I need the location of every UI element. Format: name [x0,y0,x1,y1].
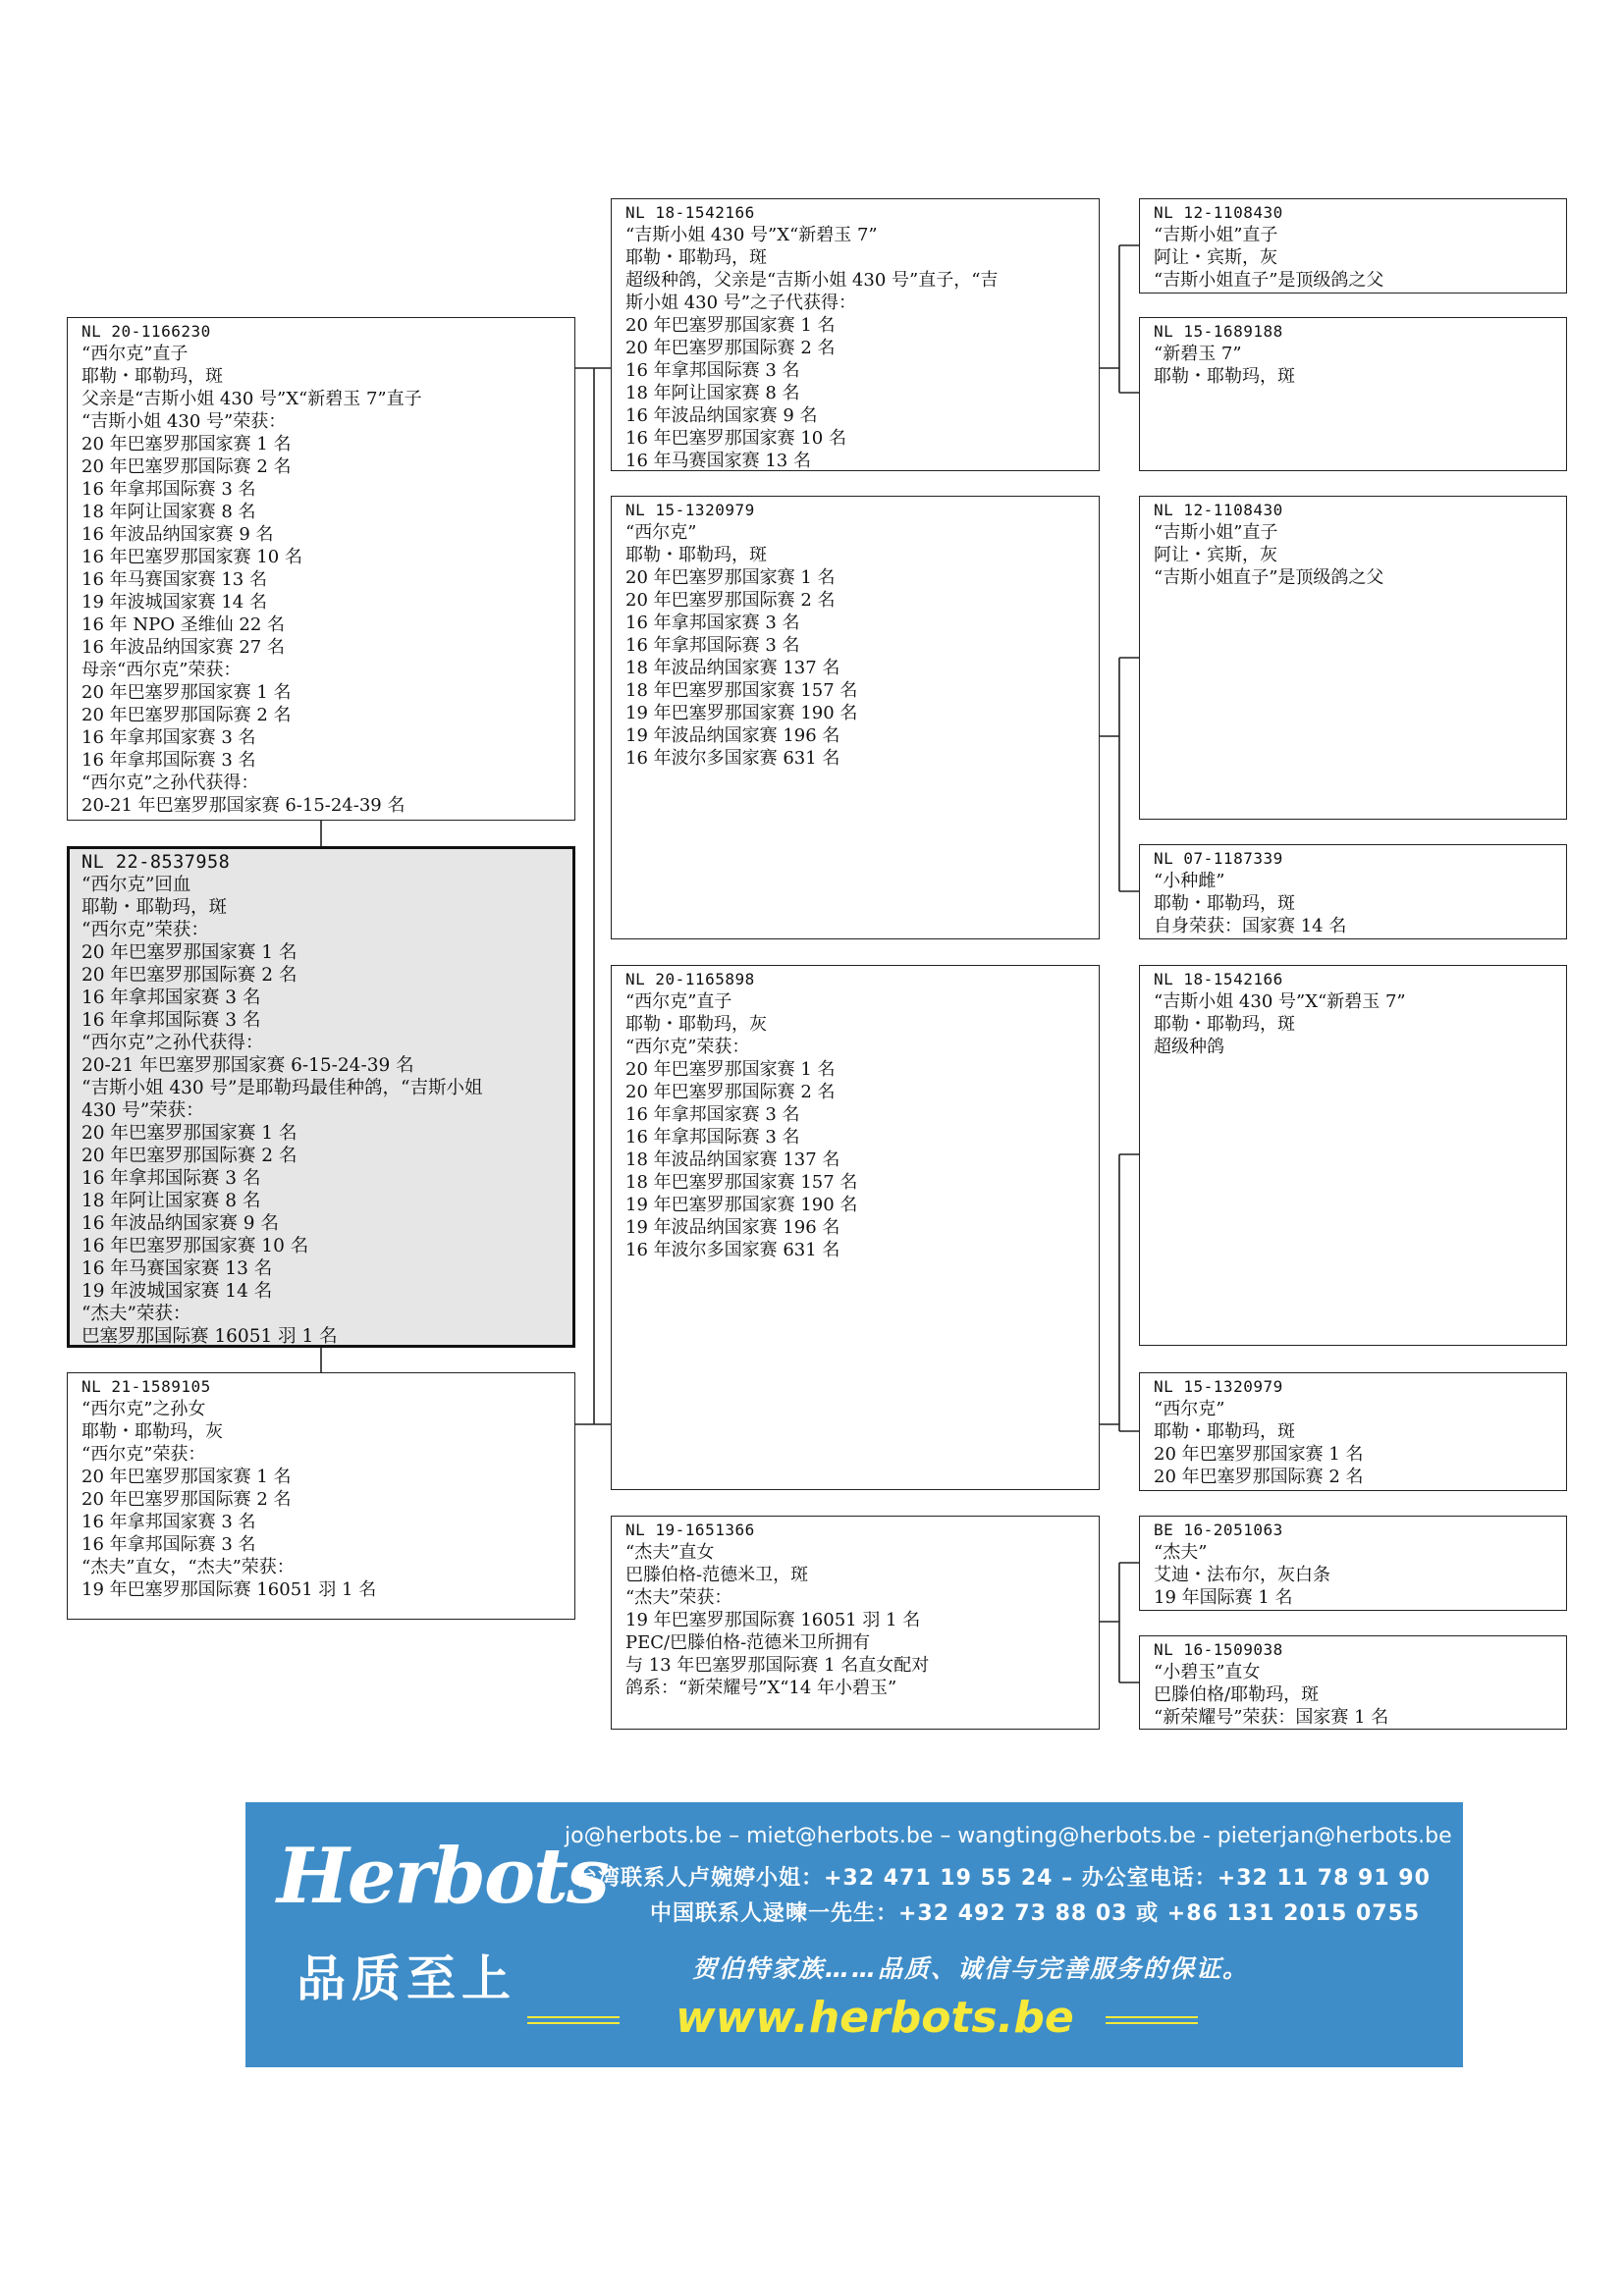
dam-dam-details [625,1541,1099,1699]
pedigree-text-line: PEC/巴滕伯格-范德米卫所拥有 [625,1632,871,1653]
subject-details [81,874,572,1348]
pedigree-text-line: 20 年巴塞罗那国家赛 1 名 [625,567,836,588]
ssd-box [1139,317,1567,471]
pedigree-text-line: “西尔克”回血 [81,875,191,895]
pedigree-text-line: 20 年巴塞罗那国家赛 1 名 [625,315,836,336]
pedigree-text-line: “西尔克”之孙代获得： [81,1033,264,1053]
pedigree-text-line: 18 年巴塞罗那国家赛 157 名 [625,1172,858,1193]
pedigree-text-line: “西尔克”荣获： [81,1444,206,1465]
pedigree-text-line: 16 年拿邦国家赛 3 名 [81,727,256,748]
pedigree-text-line: 20 年巴塞罗那国际赛 2 名 [81,705,292,725]
pedigree-text-line: 20 年巴塞罗那国际赛 2 名 [81,965,298,986]
pedigree-text-line: “西尔克” [1154,1399,1225,1419]
taiwan-contact: 台湾联系人卢婉婷小姐：+32 471 19 55 24 – 办公室电话：+32 11 78 91 90 [575,1866,1431,1891]
pedigree-text-line: 20 年巴塞罗那国家赛 1 名 [81,1123,298,1144]
sire-dam-box [611,496,1100,939]
pedigree-text-line: 16 年马赛国家赛 13 名 [81,569,267,590]
pedigree-text-line: 16 年波品纳国家赛 27 名 [81,637,285,658]
sire-dam-ring-number: NL 15-1320979 [625,501,755,519]
pedigree-text-line: 16 年波尔多国家赛 631 名 [625,748,840,769]
pedigree-text-line: 16 年拿邦国际赛 3 名 [625,360,800,381]
dss-ring-number: NL 18-1542166 [1154,970,1283,988]
pedigree-text-line: 16 年拿邦国际赛 3 名 [81,1010,261,1031]
dam-sire-ring-number: NL 20-1165898 [625,970,755,988]
pedigree-text-line: 20 年巴塞罗那国际赛 2 名 [625,338,836,358]
pedigree-text-line: 16 年拿邦国际赛 3 名 [81,479,256,500]
pedigree-text-line: 16 年马赛国家赛 13 名 [625,451,811,471]
sss-ring-number: NL 12-1108430 [1154,203,1283,222]
pedigree-text-line: “小碧玉”直女 [1154,1662,1261,1682]
pedigree-text-line: 耶勒・耶勒玛，斑 [1154,1421,1295,1442]
pedigree-text-line: 耶勒・耶勒玛，斑 [1154,366,1295,387]
pedigree-text-line: 16 年拿邦国际赛 3 名 [81,750,256,771]
sdd-box [1139,844,1567,939]
pedigree-text-line: 20 年巴塞罗那国际赛 2 名 [1154,1467,1364,1487]
pedigree-text-line: 阿让・宾斯，灰 [1154,545,1277,565]
pedigree-text-line: 20-21 年巴塞罗那国家赛 6-15-24-39 名 [81,1055,414,1076]
dss-details [1154,990,1566,1058]
dam-box [67,1372,575,1620]
pedigree-text-line: 430 号”荣获： [81,1100,204,1121]
pedigree-text-line: 16 年拿邦国家赛 3 名 [625,1104,800,1125]
dsd-details [1154,1398,1566,1488]
pedigree-text-line: “吉斯小姐直子”是顶级鸽之父 [1154,567,1384,588]
pedigree-text-line: 20 年巴塞罗那国家赛 1 名 [81,434,292,454]
pedigree-text-line: “杰夫” [1154,1542,1208,1563]
pedigree-text-line: 母亲“西尔克”荣获： [81,660,242,680]
sss-box [1139,198,1567,294]
pedigree-text-line: “新碧玉 7” [1154,344,1242,364]
china-contact: 中国联系人逯暕一先生：+32 492 73 88 03 或 +86 131 2015 0755 [650,1901,1421,1926]
pedigree-text-line: 16 年拿邦国家赛 3 名 [625,613,800,633]
pedigree-text-line: “杰夫”直女 [625,1542,715,1563]
pedigree-text-line: 阿让・宾斯，灰 [1154,247,1277,268]
sss-details [1154,224,1566,292]
pedigree-text-line: “新荣耀号”荣获：国家赛 1 名 [1154,1707,1389,1728]
pedigree-text-line: 18 年阿让国家赛 8 名 [625,383,800,403]
pedigree-text-line: 18 年阿让国家赛 8 名 [81,1191,261,1211]
pedigree-text-line: 19 年波城国家赛 14 名 [81,592,267,613]
pedigree-text-line: 18 年波品纳国家赛 137 名 [625,658,840,678]
pedigree-text-line: “吉斯小姐 430 号”是耶勒玛最佳种鸽，“吉斯小姐 [81,1078,483,1098]
pedigree-text-line: 耶勒・耶勒玛，斑 [1154,1014,1295,1035]
dam-details [81,1398,574,1601]
pedigree-text-line: 16 年拿邦国际赛 3 名 [625,635,800,656]
dss-box [1139,965,1567,1346]
pedigree-text-line: 自身荣获：国家赛 14 名 [1154,916,1347,936]
sdd-details [1154,870,1566,937]
dds-box [1139,1516,1567,1611]
dam-sire-details [625,990,1099,1261]
pedigree-text-line: 20 年巴塞罗那国家赛 1 名 [1154,1444,1364,1465]
pedigree-text-line: “吉斯小姐 430 号”荣获： [81,411,287,432]
ddd-box [1139,1635,1567,1730]
pedigree-text-line: 与 13 年巴塞罗那国际赛 1 名直女配对 [625,1655,930,1676]
pedigree-text-line: 19 年巴塞罗那国际赛 16051 羽 1 名 [625,1610,921,1630]
subject-ring-number: NL 22-8537958 [81,852,231,873]
sds-details [1154,521,1566,589]
pedigree-text-line: 19 年波品纳国家赛 196 名 [625,1217,840,1238]
pedigree-text-line: 耶勒・耶勒玛，灰 [81,1421,223,1442]
pedigree-text-line: 16 年 NPO 圣维仙 22 名 [81,614,286,635]
pedigree-text-line: 超级种鸽，父亲是“吉斯小姐 430 号”直子，“吉 [625,270,999,291]
pedigree-text-line: 19 年巴塞罗那国家赛 190 名 [625,703,858,723]
sdd-ring-number: NL 07-1187339 [1154,849,1283,868]
contact-emails[interactable]: jo@herbots.be – miet@herbots.be – wangting@herbots.be - pieterjan@herbots.be [565,1824,1452,1848]
pedigree-text-line: 16 年波品纳国家赛 9 名 [81,524,274,545]
pedigree-text-line: “吉斯小姐 430 号”X“新碧玉 7” [625,225,878,245]
pedigree-text-line: “西尔克”直子 [625,991,732,1012]
pedigree-text-line: “吉斯小姐直子”是顶级鸽之父 [1154,270,1384,291]
ddd-ring-number: NL 16-1509038 [1154,1640,1283,1659]
pedigree-text-line: “小种雌” [1154,871,1225,891]
dam-ring-number: NL 21-1589105 [81,1377,211,1396]
pedigree-text-line: 19 年巴塞罗那国家赛 190 名 [625,1195,858,1215]
pedigree-text-line: 20 年巴塞罗那国家赛 1 名 [81,1467,292,1487]
pedigree-text-line: “西尔克”之孙女 [81,1399,206,1419]
pedigree-text-line: 16 年拿邦国家赛 3 名 [81,1512,256,1532]
pedigree-text-line: 鸽系：“新荣耀号”X“14 年小碧玉” [625,1678,897,1698]
dds-details [1154,1541,1566,1609]
pedigree-text-line: 耶勒・耶勒玛，斑 [1154,893,1295,914]
pedigree-text-line: “吉斯小姐”直子 [1154,225,1278,245]
sire-ring-number: NL 20-1166230 [81,322,211,341]
dsd-box [1139,1372,1567,1491]
ssd-ring-number: NL 15-1689188 [1154,322,1283,341]
dsd-ring-number: NL 15-1320979 [1154,1377,1283,1396]
slogan: 品质至上 [297,1950,516,2007]
pedigree-text-line: “吉斯小姐 430 号”X“新碧玉 7” [1154,991,1406,1012]
pedigree-text-line: “西尔克”荣获： [81,920,209,940]
pedigree-text-line: 耶勒・耶勒玛，斑 [81,897,228,918]
pedigree-text-line: “西尔克”直子 [81,344,189,364]
pedigree-text-line: 20 年巴塞罗那国际赛 2 名 [625,590,836,611]
pedigree-text-line: 斯小姐 430 号”之子代获得： [625,293,857,313]
pedigree-text-line: 20 年巴塞罗那国际赛 2 名 [81,1489,292,1510]
pedigree-text-line: “杰夫”直女，“杰夫”荣获： [81,1557,295,1577]
pedigree-text-line: 16 年波尔多国家赛 631 名 [625,1240,840,1260]
motto: 贺伯特家族……品质、诚信与完善服务的保证。 [692,1954,1250,1983]
pedigree-text-line: “吉斯小姐”直子 [1154,522,1278,543]
pedigree-text-line: 18 年巴塞罗那国家赛 157 名 [625,680,858,701]
pedigree-text-line: 耶勒・耶勒玛，灰 [625,1014,767,1035]
pedigree-text-line: 巴滕伯格/耶勒玛，斑 [1154,1684,1320,1705]
pedigree-text-line: 16 年巴塞罗那国家赛 10 名 [625,428,846,449]
pedigree-text-line: 19 年波城国家赛 14 名 [81,1281,273,1302]
pedigree-text-line: 耶勒・耶勒玛，斑 [625,247,767,268]
pedigree-text-line: “西尔克”荣获： [625,1037,750,1057]
pedigree-text-line: 16 年波品纳国家赛 9 名 [625,405,818,426]
pedigree-text-line: 18 年阿让国家赛 8 名 [81,502,256,522]
pedigree-text-line: 20 年巴塞罗那国家赛 1 名 [81,942,298,963]
sds-box [1139,496,1567,820]
sire-box [67,317,575,821]
sire-sire-details [625,224,1099,471]
pedigree-text-line: 16 年波品纳国家赛 9 名 [81,1213,279,1234]
pedigree-text-line: 16 年巴塞罗那国家赛 10 名 [81,1236,309,1256]
pedigree-text-line: 艾迪・法布尔，灰白条 [1154,1565,1330,1585]
sire-sire-ring-number: NL 18-1542166 [625,203,755,222]
pedigree-text-line: 父亲是“吉斯小姐 430 号”X“新碧玉 7”直子 [81,389,422,409]
sire-dam-details [625,521,1099,770]
pedigree-text-line: 巴滕伯格-范德米卫，斑 [625,1565,809,1585]
pedigree-text-line: “杰夫”荣获： [81,1304,191,1324]
sire-sire-box [611,198,1100,471]
website-link[interactable]: www.herbots.be [676,1993,1074,2043]
pedigree-text-line: 16 年拿邦国际赛 3 名 [81,1168,261,1189]
pedigree-text-line: 18 年波品纳国家赛 137 名 [625,1149,840,1170]
pedigree-text-line: 超级种鸽 [1154,1037,1224,1057]
herbots-logo: Herbots [277,1832,608,1921]
pedigree-text-line: 巴塞罗那国际赛 16051 羽 1 名 [81,1326,338,1347]
pedigree-text-line: 20 年巴塞罗那国际赛 2 名 [81,456,292,477]
pedigree-text-line: 16 年马赛国家赛 13 名 [81,1258,273,1279]
dam-dam-box [611,1516,1100,1730]
pedigree-text-line: 19 年波品纳国家赛 196 名 [625,725,840,746]
pedigree-text-line: 20 年巴塞罗那国际赛 2 名 [81,1146,298,1166]
pedigree-text-line: 20-21 年巴塞罗那国家赛 6-15-24-39 名 [81,795,406,816]
dam-sire-box [611,965,1100,1490]
pedigree-text-line: 耶勒・耶勒玛，斑 [81,366,223,387]
herbots-contact-banner [245,1802,1463,2067]
pedigree-text-line: “杰夫”荣获： [625,1587,732,1608]
pedigree-text-line: 20 年巴塞罗那国家赛 1 名 [81,682,292,703]
pedigree-text-line: 20 年巴塞罗那国家赛 1 名 [625,1059,836,1080]
dds-ring-number: BE 16-2051063 [1154,1521,1283,1539]
ddd-details [1154,1661,1566,1729]
pedigree-text-line: 19 年巴塞罗那国际赛 16051 羽 1 名 [81,1579,377,1600]
pedigree-text-line: “西尔克” [625,522,697,543]
pedigree-text-line: 19 年国际赛 1 名 [1154,1587,1293,1608]
sire-details [81,343,574,817]
pedigree-text-line: 20 年巴塞罗那国际赛 2 名 [625,1082,836,1102]
dam-dam-ring-number: NL 19-1651366 [625,1521,755,1539]
pedigree-text-line: “西尔克”之孙代获得： [81,773,259,793]
ssd-details [1154,343,1566,388]
pedigree-text-line: 16 年拿邦国家赛 3 名 [81,988,261,1008]
subject-box [67,846,575,1348]
pedigree-text-line: 16 年拿邦国际赛 3 名 [81,1534,256,1555]
website-right-decoration [1106,2016,1198,2024]
pedigree-text-line: 16 年拿邦国际赛 3 名 [625,1127,800,1148]
pedigree-text-line: 耶勒・耶勒玛，斑 [625,545,767,565]
sds-ring-number: NL 12-1108430 [1154,501,1283,519]
pedigree-text-line: 16 年巴塞罗那国家赛 10 名 [81,547,302,567]
website-left-decoration [527,2016,620,2024]
